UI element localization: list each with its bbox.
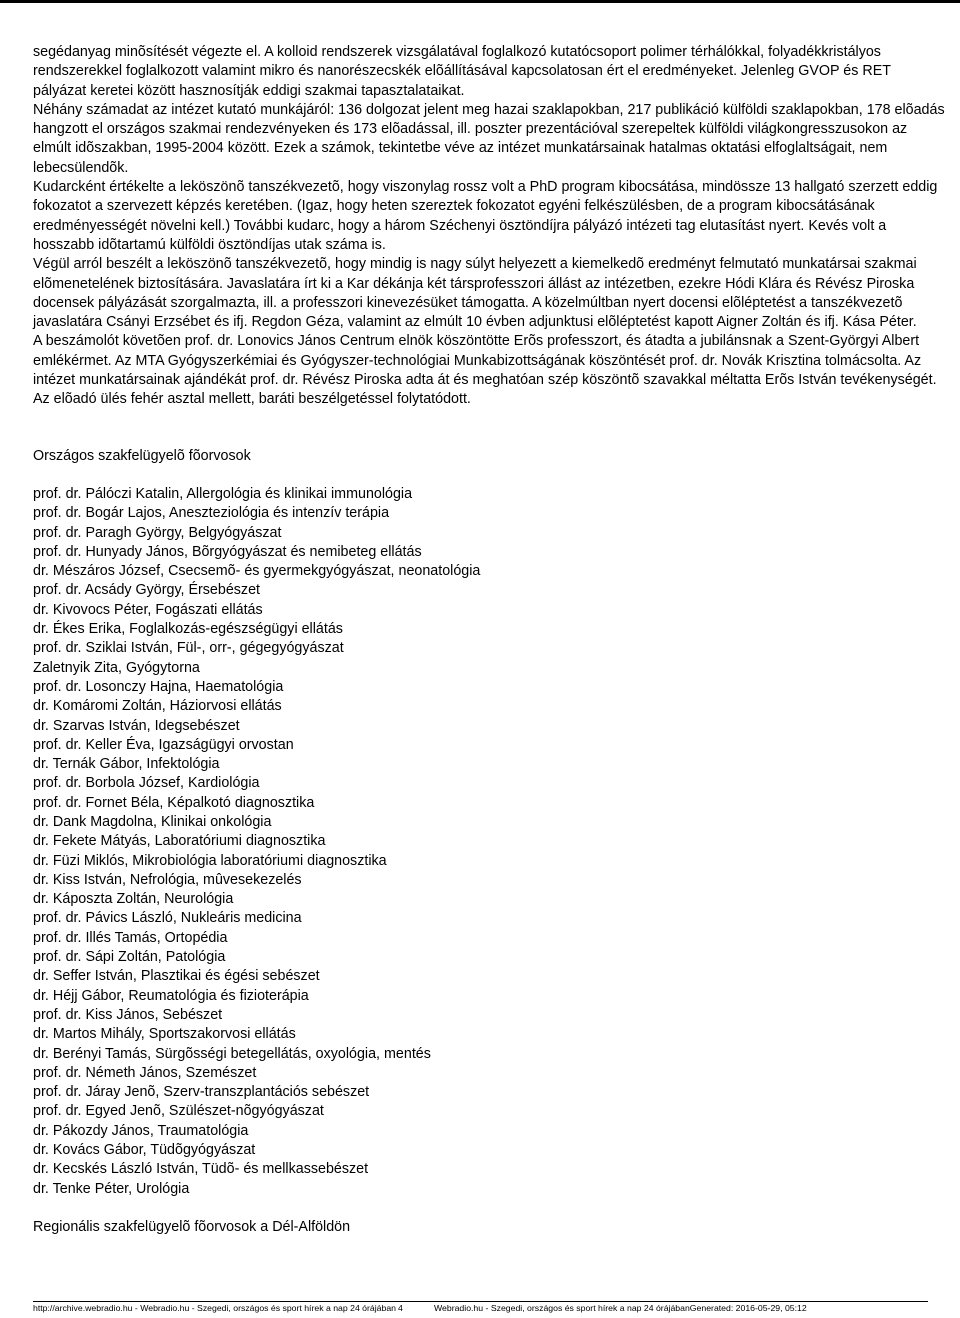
specialist-item: dr. Fekete Mátyás, Laboratóriumi diagnosztika [33,833,326,850]
paragraph-failures: Kudarcként értékelte a leköszönõ tanszékvezetõ, hogy viszonylag rossz volt a PhD program kibocsátása, mindössze 13 hallgató szerzett eddig fokozatot a szervezett képzés keretében. (Igaz, hogy heten szereztek fokozatot egyéni felkészülésben, de a program kibocsátásának eredményességét növelni kell.) További kudarc, hogy a három Széchenyi ösztöndíjra pályázó intézeti tag elutasítást nyert. Kevés volt a hosszabb idõtartamú külföldi ösztöndíjas utak száma is. [33,179,938,253]
section-heading-regional: Regionális szakfelügyelõ fõorvosok a Dél-Alföldön [33,1218,351,1235]
specialist-item: prof. dr. Németh János, Szemészet [33,1064,257,1081]
specialist-item: dr. Ternák Gábor, Infektológia [33,756,220,773]
document-content [33,43,945,1237]
specialist-item: dr. Komáromi Zoltán, Háziorvosi ellátás [33,698,282,715]
specialist-item: prof. dr. Acsády György, Érsebészet [33,582,260,599]
specialist-item: dr. Kivovocs Péter, Fogászati ellátás [33,601,263,618]
specialist-item: prof. dr. Hunyady János, Bõrgyógyászat és nemibeteg ellátás [33,543,422,560]
specialist-item: dr. Kiss István, Nefrológia, mûvesekezelés [33,871,302,888]
specialist-item: dr. Mészáros József, Csecsemõ- és gyermekgyógyászat, neonatológia [33,563,481,580]
specialist-item: dr. Pákozdy János, Traumatológia [33,1122,249,1139]
footer-site-name [434,1303,807,1314]
footer-site-text: Webradio.hu - Szegedi, országos és sport hírek a nap 24 órájában [434,1303,690,1313]
specialist-item: prof. dr. Kiss János, Sebészet [33,1006,223,1023]
specialist-item: prof. dr. Borbola József, Kardiológia [33,775,260,792]
specialist-item: dr. Martos Mihály, Sportszakorvosi ellátás [33,1026,296,1043]
specialist-item: dr. Szarvas István, Idegsebészet [33,717,240,734]
specialist-item: prof. dr. Illés Tamás, Ortopédia [33,929,228,946]
body-text [33,43,945,410]
specialist-item: dr. Héjj Gábor, Reumatológia és fizioterápia [33,987,309,1004]
specialist-item: dr. Berényi Tamás, Sürgõsségi betegellátás, oxyológia, mentés [33,1045,431,1062]
paragraph-celebration: A beszámolót követõen prof. dr. Lonovics János Centrum elnök köszöntötte Erõs professzort, és átadta a jubilánsnak a Szent-Györgyi Albert emlékérmet. Az MTA Gyógyszerkémiai és Gyógyszer-technológiai Munkabizottságának köszöntését prof. dr. Novák Krisztina tolmácsolta. Az intézet munkatársainak ajándékát prof. dr. Révész Piroska adta át és meghatóan szép köszöntõ szavakkal méltatta Erõs István tevékenységét. [33,333,937,389]
specialist-item: dr. Káposzta Zoltán, Neurológia [33,891,234,908]
specialist-item: dr. Ékes Erika, Foglalkozás-egészségügyi ellátás [33,621,343,638]
specialist-item: prof. dr. Sziklai István, Fül-, orr-, gégegyógyászat [33,640,344,657]
top-rule [0,0,960,3]
footer-rule [33,1301,928,1302]
paragraph-results: segédanyag minõsítését végezte el. A kolloid rendszerek vizsgálatával foglalkozó kutatócsoport polimer térhálókkal, folyadékkristályos rendszerekkel foglalkozott valamint mikro és nanorészecskék elõállításával kapcsolatosan ért el eredményeket. Jelenleg GVOP és RET pályázat keretei között hasznosítják eddigi szakmai tapasztalataikat. [33,44,891,99]
specialist-item: prof. dr. Bogár Lajos, Aneszteziológia és intenzív terápia [33,505,390,522]
specialist-item: dr. Kovács Gábor, Tüdõgyógyászat [33,1142,256,1159]
specialist-item: dr. Dank Magdolna, Klinikai onkológia [33,813,272,830]
footer-source-link[interactable]: http://archive.webradio.hu - Webradio.hu - Szegedi, országos és sport hírek a nap 24 órájában [33,1303,396,1313]
specialist-item: prof. dr. Egyed Jenõ, Szülészet-nõgyógyászat [33,1103,324,1120]
paragraph-statistics: Néhány számadat az intézet kutató munkájáról: 136 dolgozat jelent meg hazai szaklapokban, 217 publikáció külföldi szaklapokban, 178 elõadás hangzott el országos szakmai rendezvényeken és 173 elõadással, ill. poszter prezentációval szerepeltek külföldi világkongresszusokon az elmúlt idõszakban, 1995-2004 között. Ezek a számok, tekintetbe véve az intézet munkatársainak hatalmas oktatási elfoglaltságait, nem lebecsülendõk. [33,101,945,176]
specialist-item: prof. dr. Paragh György, Belgyógyászat [33,524,282,541]
specialist-item: dr. Kecskés László István, Tüdõ- és mellkassebészet [33,1161,369,1178]
paragraph-closing: Az elõadó ülés fehér asztal mellett, baráti beszélgetéssel folytatódott. [33,391,471,408]
specialist-item: dr. Tenke Péter, Urológia [33,1180,190,1197]
specialist-item: prof. dr. Losonczy Hajna, Haematológia [33,678,284,695]
specialist-item: prof. dr. Fornet Béla, Képalkotó diagnosztika [33,794,315,811]
specialist-item: prof. dr. Pálóczi Katalin, Allergológia és klinikai immunológia [33,485,413,502]
section-heading-national: Országos szakfelügyelõ fõorvosok [33,447,251,464]
specialist-item: dr. Seffer István, Plasztikai és égési sebészet [33,968,320,985]
specialist-item: prof. dr. Pávics László, Nukleáris medicina [33,910,302,927]
specialist-item: prof. dr. Sápi Zoltán, Patológia [33,949,226,966]
specialist-item: dr. Füzi Miklós, Mikrobiológia laboratóriumi diagnosztika [33,852,387,869]
footer-page-number: 4 [398,1303,403,1313]
specialist-item: prof. dr. Keller Éva, Igazságügyi orvostan [33,736,294,753]
specialist-list [33,485,945,1199]
paragraph-promotions: Végül arról beszélt a leköszönõ tanszékvezetõ, hogy mindig is nagy súlyt helyezett a kiemelkedõ eredményt felmutató munkatársai szakmai elõmenetelének biztosítására. Javaslatára írt ki a Kar dékánja két társprofesszori állást az intézetben, ezekre Hódi Klára és Révész Piroska docensek pályázását szorgalmazta, ill. a professzori kinevezésüket támogatta. A közelmúltban nyert docensi elõléptetést a tanszékvezetõ javaslatára Csányi Erzsébet és ifj. Regdon Géza, valamint az elmúlt 10 évben adjunktusi elõléptetést kapott Aigner Zoltán és ifj. Kása Péter. [33,256,917,331]
footer-generated: Generated: 2016-05-29, 05:12 [689,1303,807,1313]
specialist-item: prof. dr. Járay Jenõ, Szerv-transzplantációs sebészet [33,1084,370,1101]
specialist-item: Zaletnyik Zita, Gyógytorna [33,659,200,676]
